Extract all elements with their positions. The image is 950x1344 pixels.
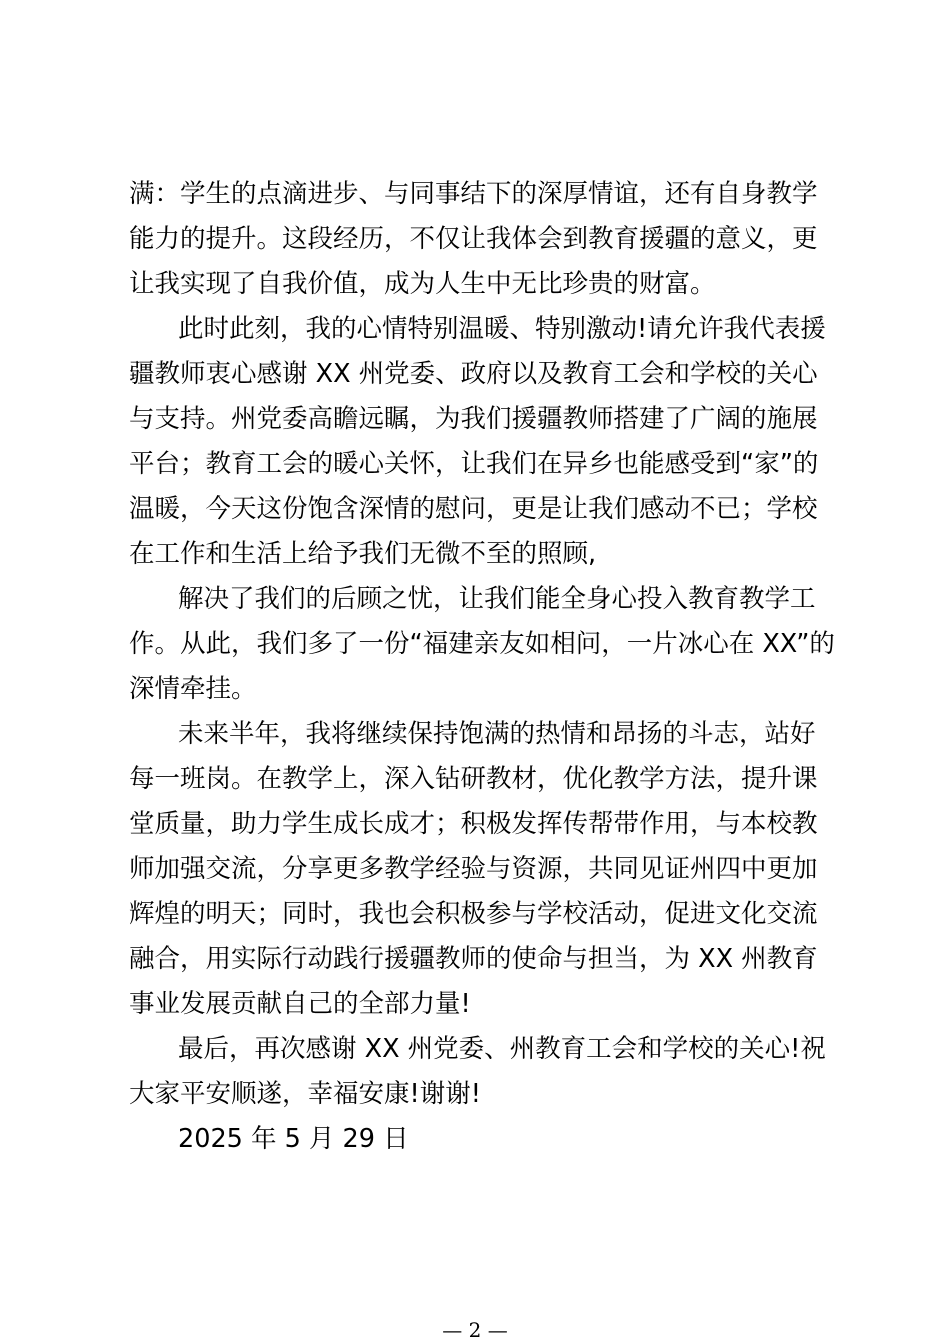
paragraph-line: 能力的提升。这段经历，不仅让我体会到教育援疆的意义，更 — [129, 224, 818, 254]
paragraph-line: 此时此刻，我的心情特别温暖、特别激动!请允许我代表援 — [178, 314, 826, 344]
paragraph-line: 与支持。州党委高瞻远瞩，为我们援疆教师搭建了广阔的施展 — [129, 404, 818, 434]
paragraph-line: 让我实现了自我价值，成为人生中无比珍贵的财富。 — [129, 269, 716, 299]
paragraph-line: 平台；教育工会的暖心关怀，让我们在异乡也能感受到“家”的 — [129, 449, 819, 479]
paragraph-line: 辉煌的明天；同时，我也会积极参与学校活动，促进文化交流 — [129, 899, 818, 929]
paragraph-line: 解决了我们的后顾之忧，让我们能全身心投入教育教学工 — [178, 584, 816, 614]
paragraph-line: 作。从此，我们多了一份“福建亲友如相问，一片冰心在 XX”的 — [129, 629, 835, 659]
paragraph-line: 深情牵挂。 — [129, 674, 257, 704]
paragraph-line: 在工作和生活上给予我们无微不至的照顾, — [129, 539, 597, 569]
paragraph-line: 温暖，今天这份饱含深情的慰问，更是让我们感动不已；学校 — [129, 494, 818, 524]
paragraph-line: 师加强交流，分享更多教学经验与资源，共同见证州四中更加 — [129, 854, 818, 884]
paragraph-line: 未来半年，我将继续保持饱满的热情和昂扬的斗志，站好 — [178, 719, 816, 749]
paragraph-line: 疆教师衷心感谢 XX 州党委、政府以及教育工会和学校的关心 — [129, 359, 818, 389]
paragraph-line: 融合，用实际行动践行援疆教师的使命与担当，为 XX 州教育 — [129, 944, 818, 974]
paragraph-line: 事业发展贡献自己的全部力量! — [129, 989, 471, 1019]
paragraph-line: 最后，再次感谢 XX 州党委、州教育工会和学校的关心!祝 — [178, 1034, 826, 1064]
paragraph-line: 满：学生的点滴进步、与同事结下的深厚情谊，还有自身教学 — [129, 179, 818, 209]
document-date: 2025 年 5 月 29 日 — [178, 1124, 409, 1154]
paragraph-line: 每一班岗。在教学上，深入钻研教材，优化教学方法，提升课 — [129, 764, 818, 794]
paragraph-line: 堂质量，助力学生成长成才；积极发挥传帮带作用，与本校教 — [129, 809, 818, 839]
paragraph-line: 大家平安顺遂，幸福安康!谢谢! — [129, 1079, 481, 1109]
page-number: — 2 — — [442, 1318, 508, 1342]
